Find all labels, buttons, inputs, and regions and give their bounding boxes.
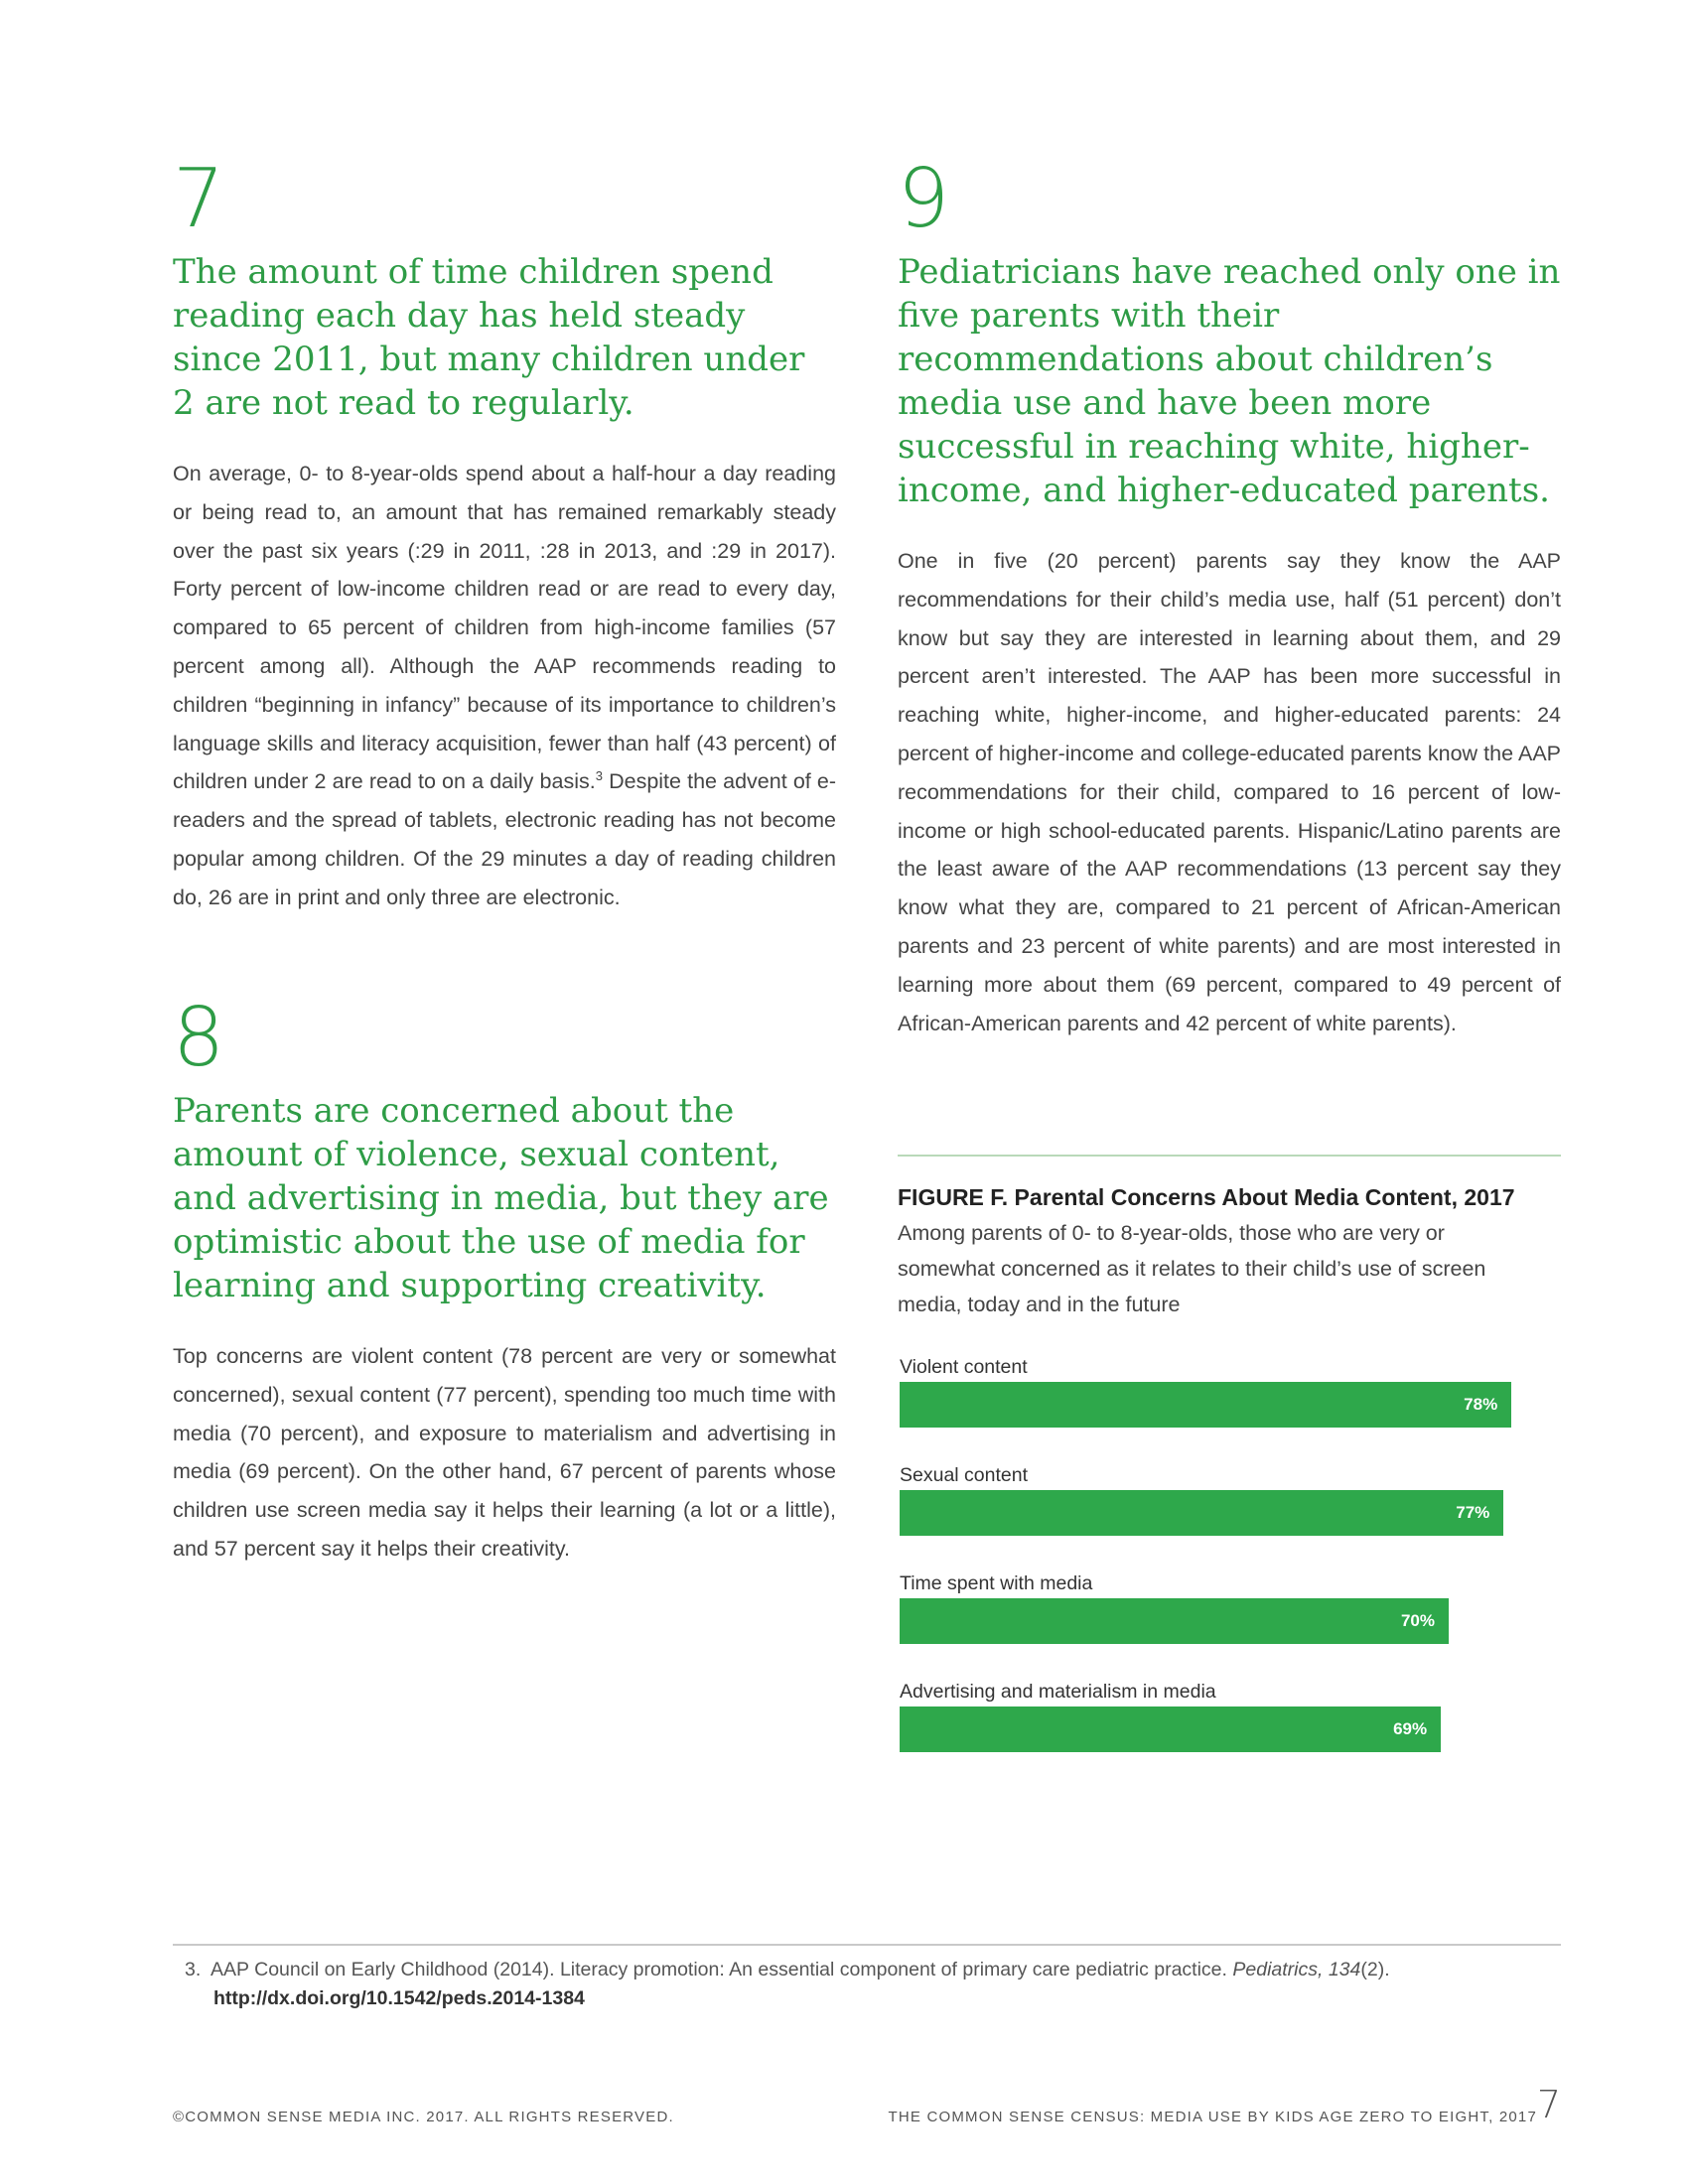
section-headline: Parents are concerned about the amount of violence, sexual content, and advertising in media, but they are optimistic about the use of media for learning and supporting creativity. — [173, 1091, 829, 1305]
bar-category-label: Advertising and materialism in media — [900, 1681, 1216, 1703]
section-number: 7 — [173, 152, 225, 246]
figure-divider — [898, 1155, 1561, 1157]
bar-value-label: 70% — [1400, 1611, 1435, 1630]
bar-value-label: 78% — [1464, 1395, 1498, 1414]
bar — [900, 1706, 1441, 1752]
footnote-number: 3. — [185, 1959, 202, 1980]
footer-publication-title: THE COMMON SENSE CENSUS: MEDIA USE BY KIDS AGE ZERO TO EIGHT, 2017 — [888, 2109, 1537, 2125]
footnote-ref[interactable]: 3 — [595, 768, 603, 784]
section-9 — [898, 152, 1561, 1042]
section-body: One in five (20 percent) parents say they know the AAP recommendations for their child’s media use, half (51 percent) don’t know but say they are interested in learning about them, and 29 percent aren’t interested. The AAP has been more successful in reaching white, higher-income, and higher-educated parents: 24 percent of higher-income and college-educated parents know the AAP recommendations for their child, compared to 16 percent of low-income or high school-educated parents. Hispanic/Latino parents are the least aware of the AAP recommendations (13 percent say they know what they are, compared to 21 percent of African-American parents and 23 percent of white parents) and are most interested in learning more about them (69 percent, compared to 49 percent of African-American parents and 42 percent of white parents). — [898, 549, 1561, 1035]
bar-category-label: Violent content — [900, 1356, 1028, 1378]
body-text: On average, 0- to 8-year-olds spend about a half-hour a day reading or being read to, an amount that has remained remarkably steady over the past six years (:29 in 2011, :28 in 2013, and :29 in 2017). Forty percent of low-income children read or are read to every day, compared to 65 percent of children from high-income families (57 percent among all). Although the AAP recommends reading to children “beginning in infancy” because of its importance to children’s language skills and literacy acquisition, fewer than half (43 percent) of children under 2 are read to on a daily basis. — [173, 462, 836, 794]
bar — [900, 1382, 1511, 1428]
footnote-divider — [173, 1944, 1561, 1946]
section-number: 8 — [173, 991, 225, 1085]
bar — [900, 1490, 1503, 1536]
footnote — [185, 1956, 1555, 2013]
section-number: 9 — [898, 152, 950, 246]
section-body: Top concerns are violent content (78 percent are very or somewhat concerned), sexual content (77 percent), spending too much time with media (70 percent), and exposure to materialism and advertising in media (69 percent). On the other hand, 67 percent of parents whose children use screen media say it helps their learning (a lot or a little), and 57 percent say it helps their creativity. — [173, 1344, 836, 1561]
figure-subtitle: Among parents of 0- to 8-year-olds, those who are very or somewhat concerned as it relates to their child’s use of screen media, today and in the future — [898, 1221, 1486, 1316]
section-headline: Pediatricians have reached only one in five parents with their recommendations about children’s media use and have been more successful in reaching white, higher-income, and higher-educated parents. — [898, 252, 1561, 510]
bar-value-label: 77% — [1456, 1503, 1490, 1522]
bar-chart — [898, 1356, 1561, 1773]
footnote-link[interactable]: http://dx.doi.org/10.1542/peds.2014-1384 — [213, 1987, 585, 2009]
figure-f — [898, 1155, 1561, 1773]
bar-category-label: Time spent with media — [900, 1572, 1093, 1594]
footer-copyright: ©COMMON SENSE MEDIA INC. 2017. ALL RIGHTS RESERVED. — [173, 2109, 674, 2125]
section-8 — [173, 991, 836, 1569]
footnote-journal: Pediatrics, 134 — [1232, 1959, 1361, 1980]
footnote-text: AAP Council on Early Childhood (2014). Literacy promotion: An essential component of primary care pediatric practice. — [211, 1959, 1227, 1980]
bar-category-label: Sexual content — [900, 1464, 1029, 1486]
section-body — [173, 455, 836, 917]
body-text: Despite the advent of e-readers and the spread of tablets, electronic reading has not become popular among children. Of the 29 minutes a day of reading children do, 26 are in print and only three are electronic. — [173, 769, 836, 909]
figure-title: FIGURE F. Parental Concerns About Media Content, 2017 — [898, 1184, 1515, 1210]
section-7 — [173, 152, 836, 917]
bar-value-label: 69% — [1393, 1719, 1428, 1738]
section-headline: The amount of time children spend reading each day has held steady since 2011, but many children under 2 are not read to regularly. — [173, 252, 805, 423]
footnote-issue: (2). — [1360, 1959, 1390, 1980]
bar — [900, 1598, 1449, 1644]
page-number: 7 — [1536, 2083, 1561, 2126]
